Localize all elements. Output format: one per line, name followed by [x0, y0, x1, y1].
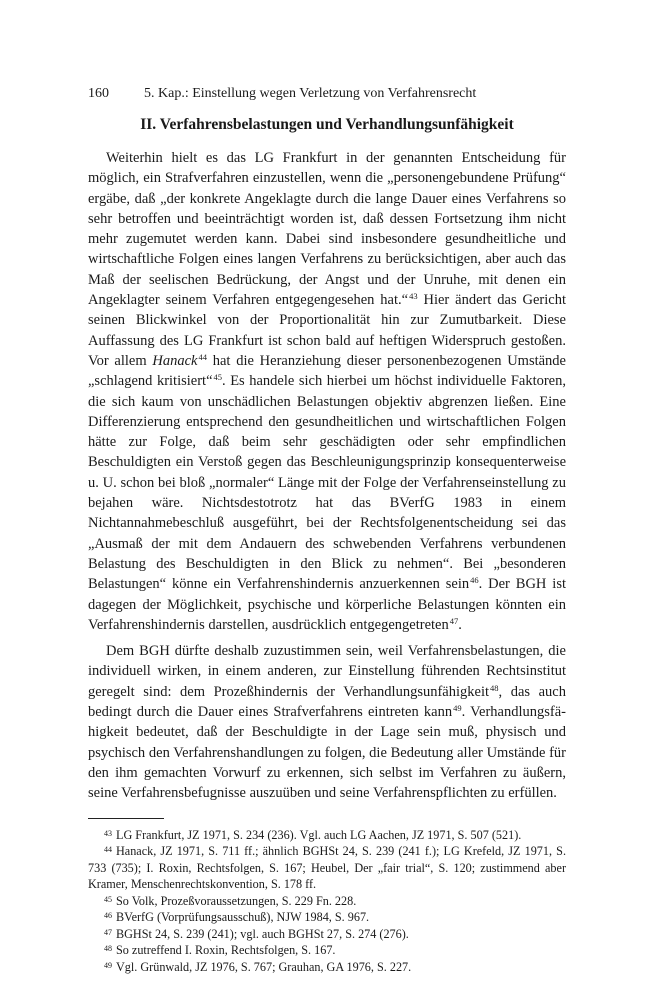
footnote-ref-47: 47: [449, 615, 459, 626]
text-run: .: [458, 616, 462, 633]
footnote-ref-46: 46: [470, 575, 479, 586]
footnote-text: Hanack, JZ 1971, S. 711 ff.; ähnlich BGHSt 24, S. 239 (241 f.); LG Krefeld, JZ 1971, S. 733 (735); I. Roxin, Rechtsfolgen, S. 167; Heubel, Der „fair trial“, S. 120; zustimmend aber Kramer, Menschenrechtskonvention, S. 178 ff.: [88, 844, 566, 891]
page-number: 160: [88, 86, 109, 101]
section-title: II. Verfahrensbelastungen und Verhandlungsunfähigkeit: [140, 116, 514, 133]
footnote-number: 46: [104, 911, 112, 920]
footnote-text: LG Frankfurt, JZ 1971, S. 234 (236). Vgl. auch LG Aachen, JZ 1971, S. 507 (521).: [116, 827, 522, 842]
author-name-hanack: Hanack: [152, 352, 198, 369]
running-header: [88, 86, 566, 108]
paragraph-2: [88, 641, 566, 803]
text-run: , das auch bedingt durch die Dauer eines Strafverfahrens eintreten kann: [88, 683, 566, 721]
footnote-number: 44: [104, 845, 112, 854]
footnote-46: [88, 909, 566, 926]
text-run: Dem BGH dürfte deshalb zuzustimmen sein, weil Verfahrensbelastungen, die individuell wirken, in einem anderen, zur Einstellung führenden Rechtsinstitut geregelt sind: dem Prozeßhindernis der Verhandlungsunfähigkeit: [88, 643, 566, 700]
footnote-ref-48: 48: [490, 682, 499, 693]
text-run: . Der BGH ist dagegen der Möglichkeit, psychische und körperliche Belastungen könnten ein Verfahrenshindernis darstellen, ausdrücklich entgegengetreten: [88, 576, 566, 633]
footnote-45: [88, 893, 566, 910]
footnote-separator: [88, 818, 164, 819]
footnote-ref-44: 44: [198, 351, 207, 362]
footnote-44: [88, 843, 566, 893]
running-title: 5. Kap.: Einstellung wegen Verletzung von Verfahrensrecht: [144, 86, 477, 101]
body-text: [88, 148, 566, 804]
footnote-43: [88, 827, 566, 844]
footnote-text: BVerfG (Vorprüfungsausschuß), NJW 1984, S. 967.: [116, 910, 370, 924]
text-run: . Verhandlungsfähigkeit bedeutet, daß der Beschuldigte in der Lage sein muß, physisch und psychisch den Verfahrenshandlungen zu folgen, die Bedeutung aller Umstände für den ihm gemachten Vorwurf zu erkennen, sich selbst im Verfahren zu äußern, seine Verfahrensbefugnisse auszuüben und seine Verfahrenspflichten zu erfüllen.: [88, 704, 566, 802]
footnote-text: BGHSt 24, S. 239 (241); vgl. auch BGHSt 27, S. 274 (276).: [116, 926, 409, 941]
footnote-48: [88, 942, 566, 959]
footnote-ref-43: 43: [409, 291, 418, 302]
footnote-49: [88, 959, 566, 976]
footnote-number: 45: [104, 894, 112, 904]
text-run: Weiterhin hielt es das LG Frankfurt in der genannten Entscheidung für möglich, ein Strafverfahren einzustellen, wenn die „personengebundene Prüfung“ ergäbe, daß „der konkrete Angeklagte durch die lange Dauer eines Verfahrens so sehr betroffen und beeinträchtigt worden ist, daß dessen Fortsetzung ihm nicht mehr zugemutet werden kann. Dabei sind insbesondere gesundheitliche und wirtschaftliche Folgen eines langen Verfahrens zu berücksichtigen, aber auch das Maß der seelischen Bedrückung, der Angst und der Unruhe, mit denen ein Angeklagter seinem Verfahren entgegengesehen hat.“: [88, 150, 566, 309]
footnote-number: 47: [104, 927, 112, 937]
footnote-number: 48: [104, 944, 112, 953]
paragraph-1: [88, 148, 566, 635]
text-run: . Es handele sich hierbei um höchst individuelle Faktoren, die sich kaum von unschädlichen Belastungen objektiv abgrenzen ließen. Eine Differenzierung entsprechend den gesundheitlichen und wirtschaftlichen Folgen hätte zur Folge, daß beim sehr geschädigten oder sehr empfindlichen Beschuldigten ein Verstoß gegen das Beschleunigungsprinzip konsequenterweise u. U. schon bei bloß „normaler“ Länge mit der Folge der Verfahrenseinstellung zu bejahen wäre. Nichtsdestotrotz hat das BVerfG 1983 in einem Nichtannahmebeschluß ausgeführt, bei der Rechtsfolgenentscheidung sei das „Ausmaß der mit dem Andauern des schwebenden Verfahrens verbundenen Belastung des Beschuldigten in den Blick zu nehmen“. Bei „besonderen Belastungen“ könne ein Verfahrenshindernis anzuerkennen sein: [88, 373, 566, 593]
footnote-47: [88, 926, 566, 943]
footnote-text: Vgl. Grünwald, JZ 1976, S. 767; Grauhan, GA 1976, S. 227.: [116, 959, 412, 974]
footnote-ref-49: 49: [453, 703, 462, 714]
text-run: hat die Heranziehung dieser personenbezogenen Umstände „schlagend kritisiert“: [88, 352, 566, 390]
footnote-number: 49: [104, 960, 112, 970]
footnote-number: 43: [104, 828, 112, 838]
footnote-text: So zutreffend I. Roxin, Rechtsfolgen, S. 167.: [116, 943, 336, 957]
text-run: Hier ändert das Gericht seinen Blickwinkel von der Proportionalität hin zur Zumutbarkeit. Diese Auffassung des LG Frankfurt ist schon bald auf heftigen Widerspruch gestoßen. Vor allem: [88, 292, 566, 369]
footnote-text: So Volk, Prozeßvoraussetzungen, S. 229 Fn. 228.: [116, 893, 357, 908]
footnote-ref-45: 45: [213, 372, 223, 383]
footnotes: [88, 827, 566, 976]
